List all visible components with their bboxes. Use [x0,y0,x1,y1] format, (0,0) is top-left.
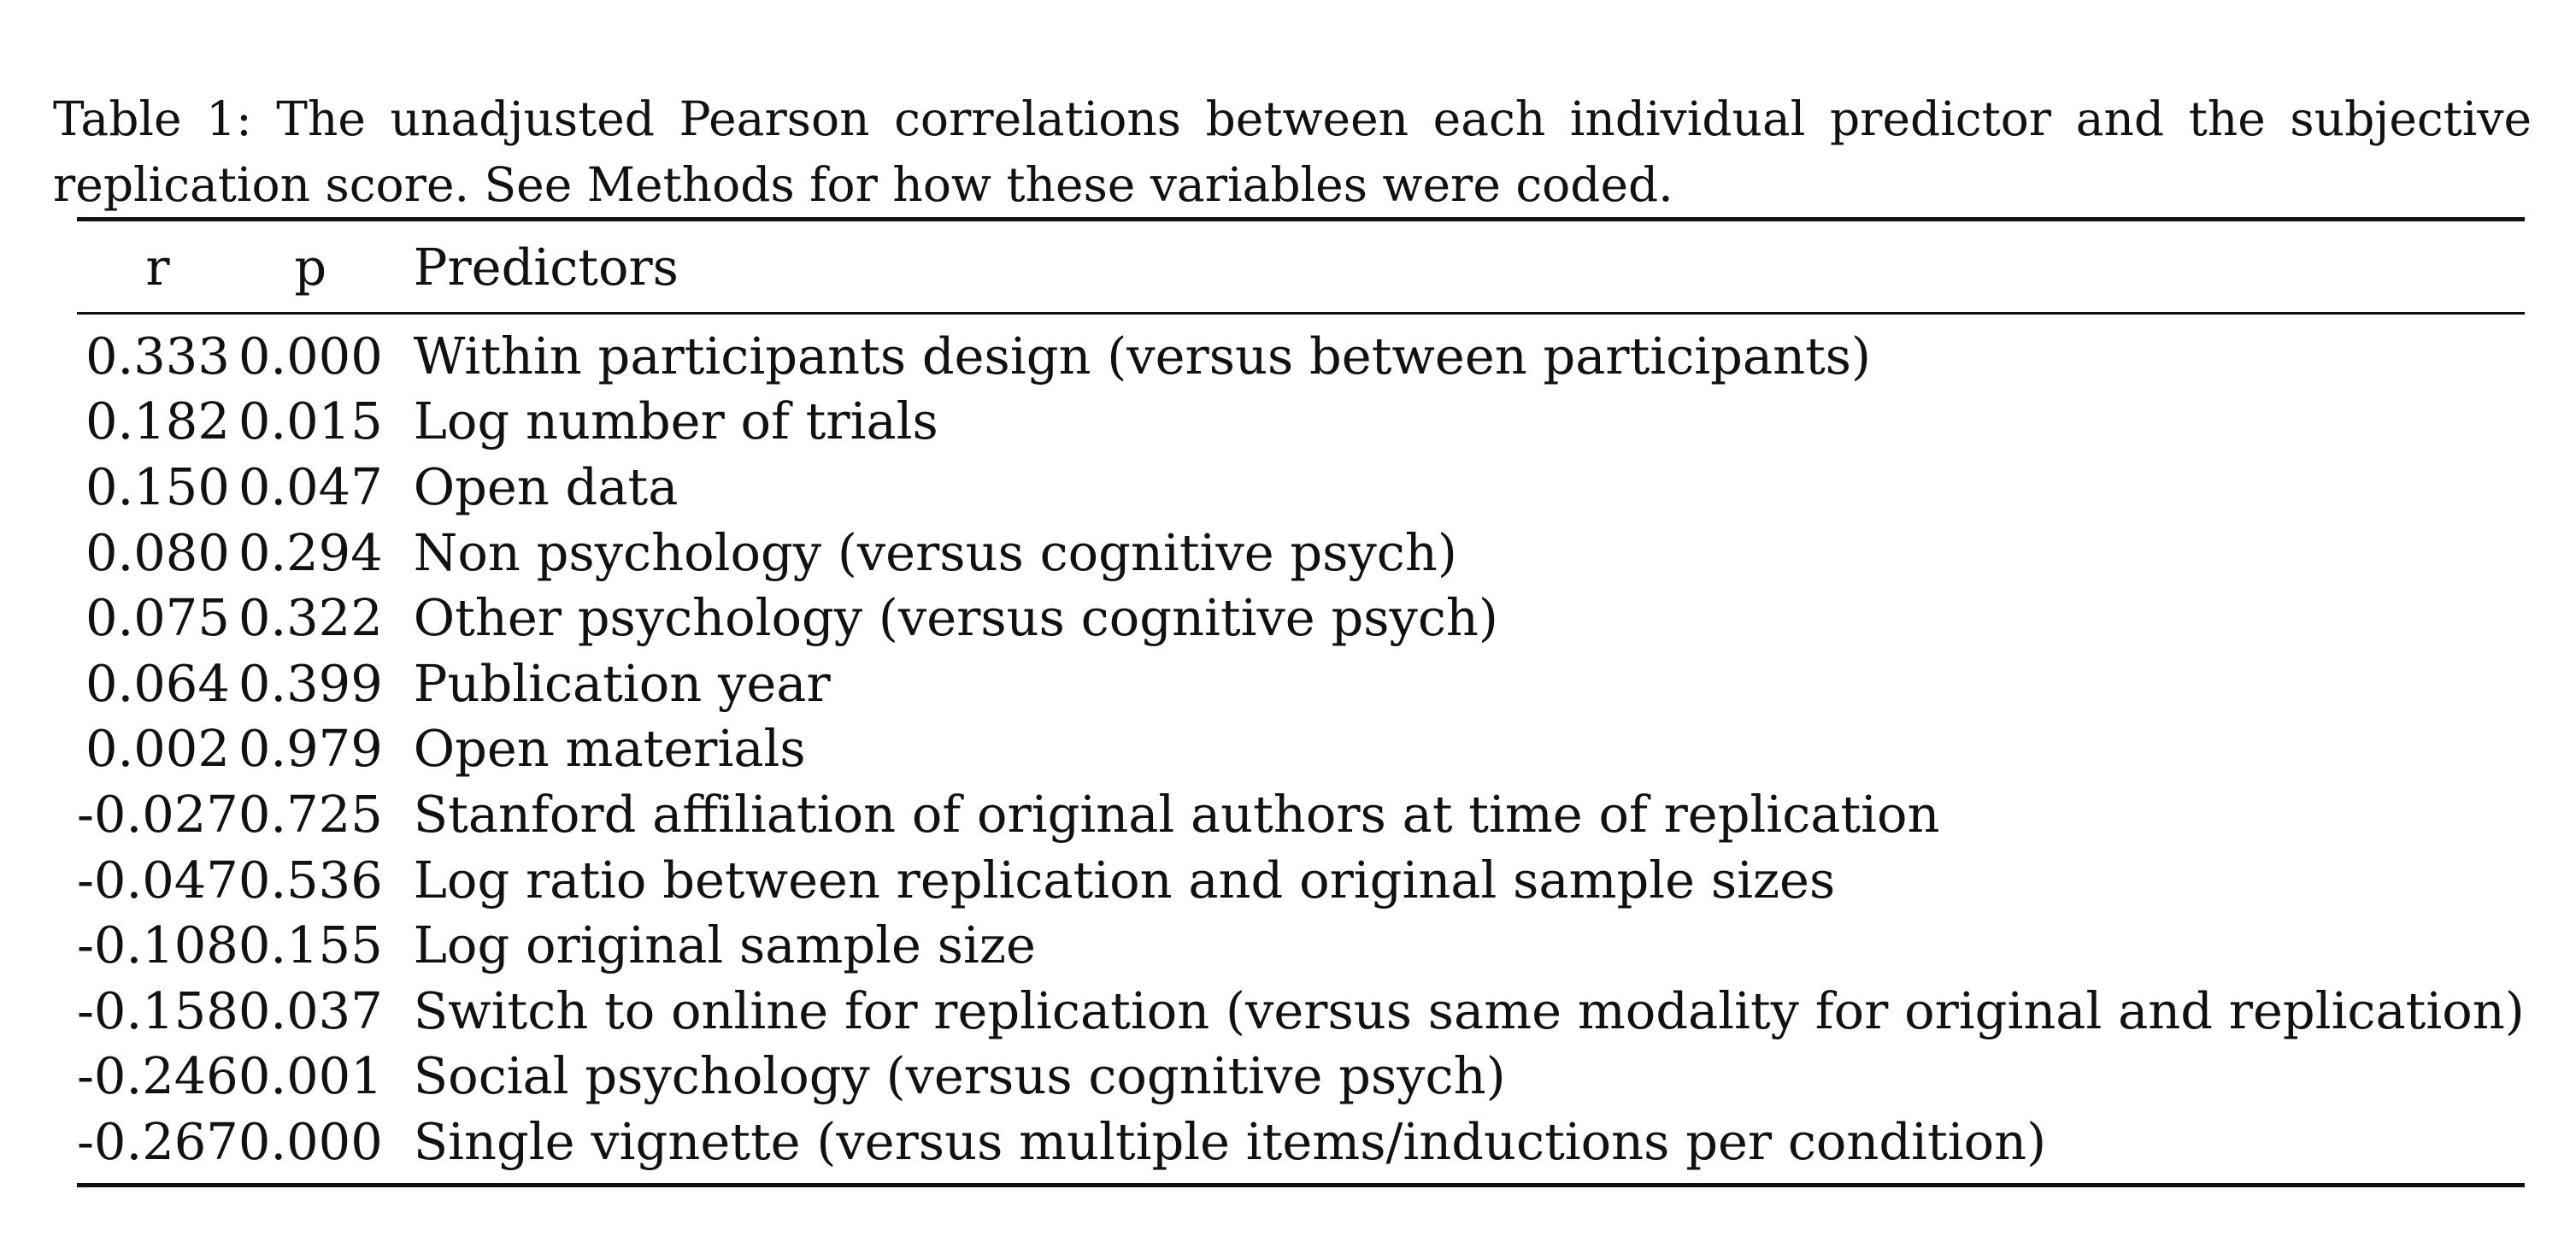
table-row [77,781,2525,847]
cell-p: 0.155 [238,915,383,975]
header-p: p [294,237,327,297]
cell-p: 0.015 [238,391,383,451]
table-row [77,454,2525,520]
cell-predictor: Single vignette (versus multiple items/inductions per condition) [413,1111,2047,1171]
cell-p: 0.399 [238,653,383,713]
cell-predictor: Log original sample size [413,915,1036,975]
cell-p: 0.037 [238,980,383,1040]
table-row [77,389,2525,455]
table-row [77,1109,2525,1185]
table-row [77,912,2525,978]
table-body [77,314,2525,1186]
cell-p: 0.047 [238,456,383,516]
header-predictors: Predictors [413,237,679,297]
table-row [77,585,2525,650]
cell-p: 0.294 [238,522,383,582]
cell-r: -0.047 [77,850,238,910]
cell-predictor: Publication year [413,653,831,713]
table-row [77,978,2525,1044]
cell-r: -0.158 [77,980,238,1040]
cell-p: 0.536 [238,850,383,910]
cell-predictor: Within participants design (versus between participants) [413,326,1872,386]
cell-r: 0.182 [85,391,230,451]
cell-r: -0.267 [77,1111,238,1171]
cell-r: 0.150 [85,456,230,516]
cell-r: 0.064 [85,653,230,713]
cell-predictor: Non psychology (versus cognitive psych) [413,522,1457,582]
cell-p: 0.000 [238,1111,383,1171]
cell-p: 0.322 [238,588,383,648]
cell-predictor: Log number of trials [413,391,938,451]
cell-r: -0.246 [77,1046,238,1106]
cell-r: 0.002 [85,719,230,779]
cell-r: -0.027 [77,784,238,844]
cell-r: 0.333 [85,326,230,386]
cell-predictor: Stanford affiliation of original authors at time of replication [413,784,1940,844]
cell-predictor: Social psychology (versus cognitive psych) [413,1046,1506,1106]
cell-p: 0.000 [238,326,383,386]
table-row [77,314,2525,389]
cell-r: -0.108 [77,915,238,975]
table-row [77,716,2525,782]
table-header-row [77,220,2525,314]
table-row [77,847,2525,913]
cell-p: 0.725 [238,784,383,844]
table-row [77,650,2525,716]
table-caption: Table 1: The unadjusted Pearson correlations between each individual predictor and the subjective replication score. See Methods for how these variables were coded. [53,91,2532,212]
cell-predictor: Open materials [413,719,806,779]
cell-predictor: Switch to online for replication (versus same modality for original and replication) [413,980,2525,1040]
cell-predictor: Open data [413,456,679,516]
cell-predictor: Other psychology (versus cognitive psych) [413,588,1498,648]
correlation-table-container [77,217,2525,1187]
table-row [77,520,2525,586]
cell-p: 0.001 [238,1046,383,1106]
cell-predictor: Log ratio between replication and original sample sizes [413,850,1836,910]
cell-r: 0.080 [85,522,230,582]
cell-r: 0.075 [85,588,230,648]
header-r: r [145,237,170,297]
table-row [77,1044,2525,1110]
cell-p: 0.979 [238,719,383,779]
correlation-table [77,217,2525,1187]
